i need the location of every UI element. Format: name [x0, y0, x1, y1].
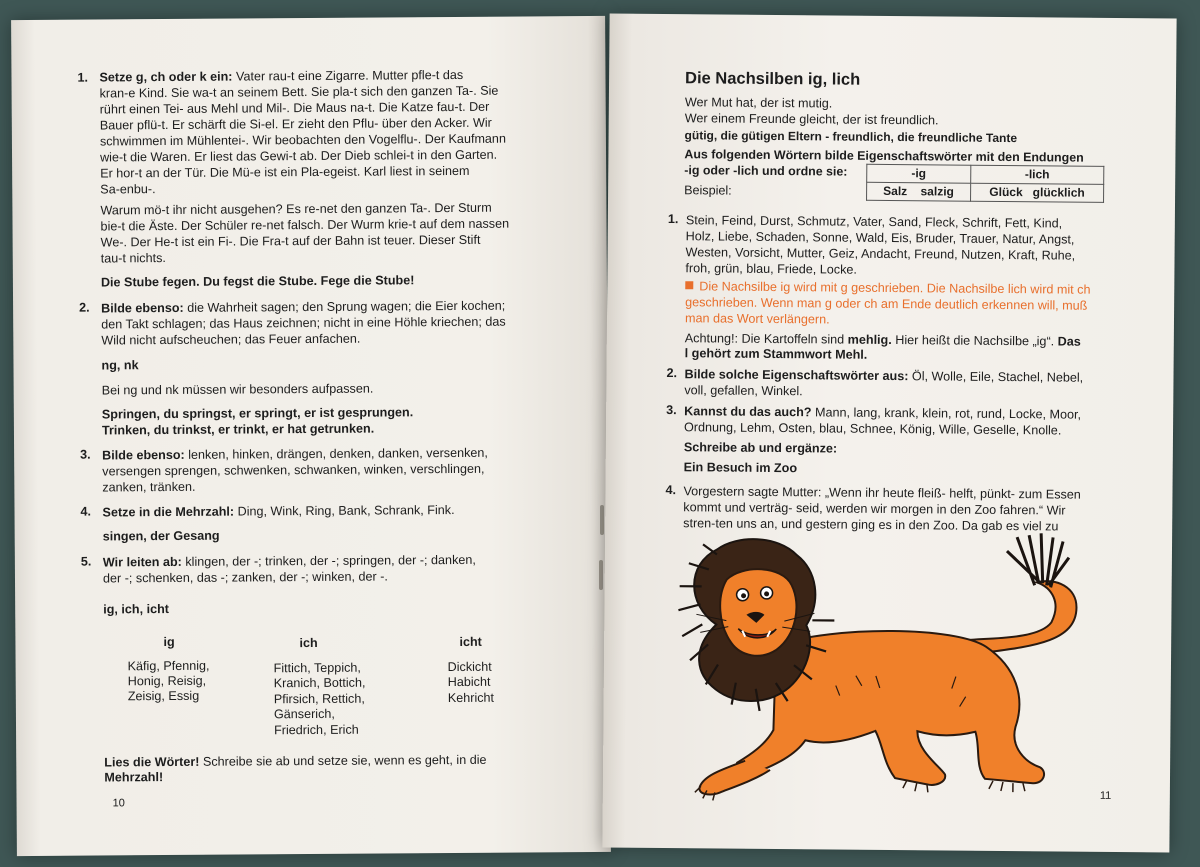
- left-page: [11, 16, 611, 856]
- r-exercise-3-lead: Kannst du das auch?: [684, 404, 812, 420]
- ex1-para2-line-1: Warum mö-t ihr nicht ausgehen? Es re-net den ganzen Ta-. Der Sturm: [100, 200, 492, 218]
- ex4-line: Setze in die Mehrzahl: Ding, Wink, Ring, Bank, Schrank, Fink.: [102, 502, 455, 520]
- ng-nk-note: Bei ng und nk müssen wir besonders aufpassen.: [101, 381, 374, 398]
- staple-bottom: [599, 560, 603, 590]
- ex5-line-1: Wir leiten ab: klingen, der -; trinken, der -; springen, der -; danken,: [102, 552, 476, 570]
- ich-word-line: Gänserich,: [273, 706, 335, 722]
- table-cell-lich: Glück glücklich: [970, 183, 1103, 202]
- ex1-para2-line-2: bie-t die Äste. Der Schüler re-net falsch. Der Wurm krie-t auf dem nassen: [100, 216, 510, 234]
- ex1-line-3: rührt einen Tei- aus Mehl und Mil-. Die Maus na-t. Die Katze fau-t. Der: [99, 99, 490, 117]
- page-number-right: 11: [1099, 789, 1112, 802]
- ex3-line-3: zanken, tränken.: [102, 479, 196, 495]
- task-line-1: Aus folgenden Wörtern bilde Eigenschaftswörter mit den Endungen: [684, 147, 1084, 165]
- example-table: [866, 164, 1104, 203]
- ex1-line-4: Bauer pflü-t. Er schärft die Si-el. Er zieht den Pflu- über den Acker. Wir: [99, 115, 492, 133]
- exercise-number: 4.: [80, 504, 92, 519]
- ex5-line-2: der -; schenken, das -; zanken, der -; winken, der -.: [102, 569, 388, 586]
- copy-instruction: Schreibe ab und ergänze:: [683, 440, 838, 456]
- exercise-1-lead: Setze g, ch oder k ein:: [99, 69, 233, 85]
- rule-line-3: man das Wort verlängern.: [684, 311, 830, 327]
- r-ex4-line-1: Vorgestern sagte Mutter: „Wenn ihr heute fleiß- helft, pünkt- zum Essen: [683, 484, 1081, 502]
- intro-line-3: gütig, die gütigen Eltern - freundlich, die freundliche Tante: [684, 128, 1018, 146]
- ng-nk-example-1: Springen, du springst, er springt, er ist gesprungen.: [101, 405, 414, 422]
- example-label: Beispiel:: [684, 183, 732, 198]
- exercise-number: 3.: [666, 403, 677, 418]
- ig-word-line: Honig, Reisig,: [127, 673, 207, 689]
- rule-line-2: geschrieben. Wenn man g oder ch am Ende deutlich erkennen will, muß: [685, 295, 1088, 313]
- ng-nk-example-2: Trinken, du trinkst, er trinkt, er hat getrunken.: [101, 421, 375, 438]
- r-ex1-line-3: Westen, Vorsicht, Mutter, Geiz, Andacht, Freund, Nutzen, Kraft, Ruhe,: [685, 245, 1076, 263]
- column-head-ich: ich: [299, 635, 318, 651]
- ig-word-line: Käfig, Pfennig,: [127, 658, 210, 674]
- intro-line-2: Wer einem Freunde gleicht, der ist freundlich.: [684, 111, 939, 128]
- final-instruction-line-1: Lies die Wörter! Schreibe sie ab und setze sie, wenn es geht, in die: [104, 752, 487, 770]
- lion-icon: [655, 524, 1117, 808]
- final-instruction-lead: Lies die Wörter!: [104, 754, 200, 770]
- r-ex1-line-4: froh, grün, blau, Friede, Locke.: [685, 261, 858, 277]
- page-title: Die Nachsilben ig, lich: [685, 69, 861, 89]
- page-number-left: 10: [112, 797, 125, 810]
- ich-word-line: Pfirsich, Rettich,: [273, 691, 365, 707]
- ex2-line-3: Wild nicht aufscheuchen; das Feuer anfachen.: [101, 331, 361, 348]
- ex2-line-2: den Takt schlagen; das Haus zeichnen; nicht in eine Höhle kriechen; das: [101, 314, 506, 332]
- ich-word-line: Fittich, Teppich,: [273, 660, 361, 676]
- ex2-line-1: Bilde ebenso: die Wahrheit sagen; den Sprung wagen; die Eier kochen;: [101, 298, 506, 316]
- ex1-para2-line-3: We-. Der He-t ist ein Fi-. Die Fra-t auf der Bahn ist teuer. Dieser Stift: [100, 232, 481, 250]
- ich-word-line: Friedrich, Erich: [274, 722, 359, 738]
- ex1-para2-line-4: tau-t nichts.: [100, 251, 166, 266]
- ex1-line-2: kran-e Kind. Sie wa-t an seinem Bett. Sie pla-t sich den ganzen Ta-. Sie: [99, 83, 499, 101]
- ex1-line-5: schwimmen im Mühlentei-. Wir beobachten den Vogelflu-. Der Kaufmann: [99, 131, 506, 149]
- r-ex4-line-2: kommt und verträg- seid, werden wir morgen in den Zoo fahren.“ Wir: [683, 500, 1066, 518]
- exercise-number: 2.: [666, 366, 678, 381]
- ex1-line-7: Er hor-t an der Tür. Die Mü-e ist ein Pla-egeist. Karl liest in seinem: [100, 163, 470, 181]
- icht-word: Habicht: [447, 674, 491, 690]
- column-head-ig: ig: [163, 634, 175, 650]
- intro-line-1: Wer Mut hat, der ist mutig.: [684, 95, 833, 111]
- final-instruction-line-2: Mehrzahl!: [104, 770, 164, 785]
- icht-word: Kehricht: [447, 690, 495, 706]
- ex3-line-2: versengen sprengen, schwenken, schwanken, winken, verschlingen,: [102, 461, 485, 479]
- ich-word-line: Kranich, Bottich,: [273, 675, 366, 691]
- gesang-heading: singen, der Gesang: [102, 528, 220, 544]
- r-ex3-line-1: Kannst du das auch? Mann, lang, krank, klein, rot, rund, Locke, Moor,: [684, 404, 1082, 422]
- exercise-number: 4.: [665, 483, 677, 498]
- rule-line-1: Die Nachsilbe ig wird mit g geschrieben. Die Nachsilbe lich wird mit ch: [685, 278, 1090, 298]
- r-ex1-line-1: Stein, Feind, Durst, Schmutz, Vater, Sand, Fleck, Schrift, Fett, Kind,: [685, 213, 1063, 231]
- icht-word: Dickicht: [447, 659, 492, 675]
- exercise-3-lead: Bilde ebenso:: [102, 447, 185, 463]
- exercise-number: 3.: [80, 447, 91, 462]
- r-exercise-2-lead: Bilde solche Eigenschaftswörter aus:: [684, 367, 909, 384]
- example-sentence: Die Stube fegen. Du fegst die Stube. Fege die Stube!: [100, 273, 415, 290]
- r-ex3-line-2: Ordnung, Lehm, Osten, blau, Schnee, König, Wille, Geselle, Knolle.: [683, 420, 1062, 438]
- exercise-number: 5.: [80, 554, 92, 569]
- exercise-number: 1.: [667, 212, 679, 227]
- ex1-line-6: wie-t die Waren. Er liest das Gewi-t ab. Der Dieb schlei-t in den Garten.: [100, 147, 498, 165]
- square-bullet-icon: [685, 281, 693, 289]
- r-ex2-line-1: Bilde solche Eigenschaftswörter aus: Öl, Wolle, Eile, Stachel, Nebel,: [684, 367, 1084, 385]
- exercise-5-lead: Wir leiten ab:: [102, 554, 182, 570]
- exercise-number: 2.: [79, 300, 90, 315]
- ex3-line-1: Bilde ebenso: lenken, hinken, drängen, denken, danken, versenken,: [102, 445, 488, 463]
- suffix-heading: ig, ich, icht: [103, 601, 170, 617]
- right-page: [602, 14, 1176, 853]
- r-ex2-line-2: voll, gefallen, Winkel.: [684, 383, 803, 399]
- exercise-4-lead: Setze in die Mehrzahl:: [102, 504, 235, 520]
- ex1-line-8: Sa-enbu-.: [100, 182, 156, 197]
- staple-top: [600, 505, 604, 535]
- table-header-lich: -lich: [971, 165, 1104, 184]
- r-ex1-line-2: Holz, Liebe, Schaden, Sonne, Wald, Eis, Bruder, Trauer, Natur, Angst,: [685, 229, 1075, 247]
- ig-word-line: Zeisig, Essig: [127, 688, 200, 704]
- achtung-line-2: l gehört zum Stammwort Mehl.: [684, 346, 868, 362]
- table-header-ig: -ig: [867, 164, 971, 183]
- exercise-1-text: Setze g, ch oder k ein: Vater rau-t eine Zigarre. Mutter pfle-t das: [99, 67, 464, 85]
- r-ex4-line-3: stren-ten uns an, und gestern ging es in den Zoo. Da gab es viel zu: [683, 516, 1059, 534]
- table-cell-ig: Salz salzig: [867, 182, 971, 201]
- exercise-2-lead: Bilde ebenso:: [101, 300, 184, 316]
- exercise-number: 1.: [77, 70, 89, 85]
- column-head-icht: icht: [459, 634, 482, 649]
- ng-nk-heading: ng, nk: [101, 358, 139, 373]
- task-line-2: -ig oder -lich und ordne sie:: [684, 163, 848, 179]
- achtung-line-1: Achtung!: Die Kartoffeln sind mehlig. Hier heißt die Nachsilbe „ig“. Das: [684, 331, 1081, 349]
- zoo-heading: Ein Besuch im Zoo: [683, 460, 798, 476]
